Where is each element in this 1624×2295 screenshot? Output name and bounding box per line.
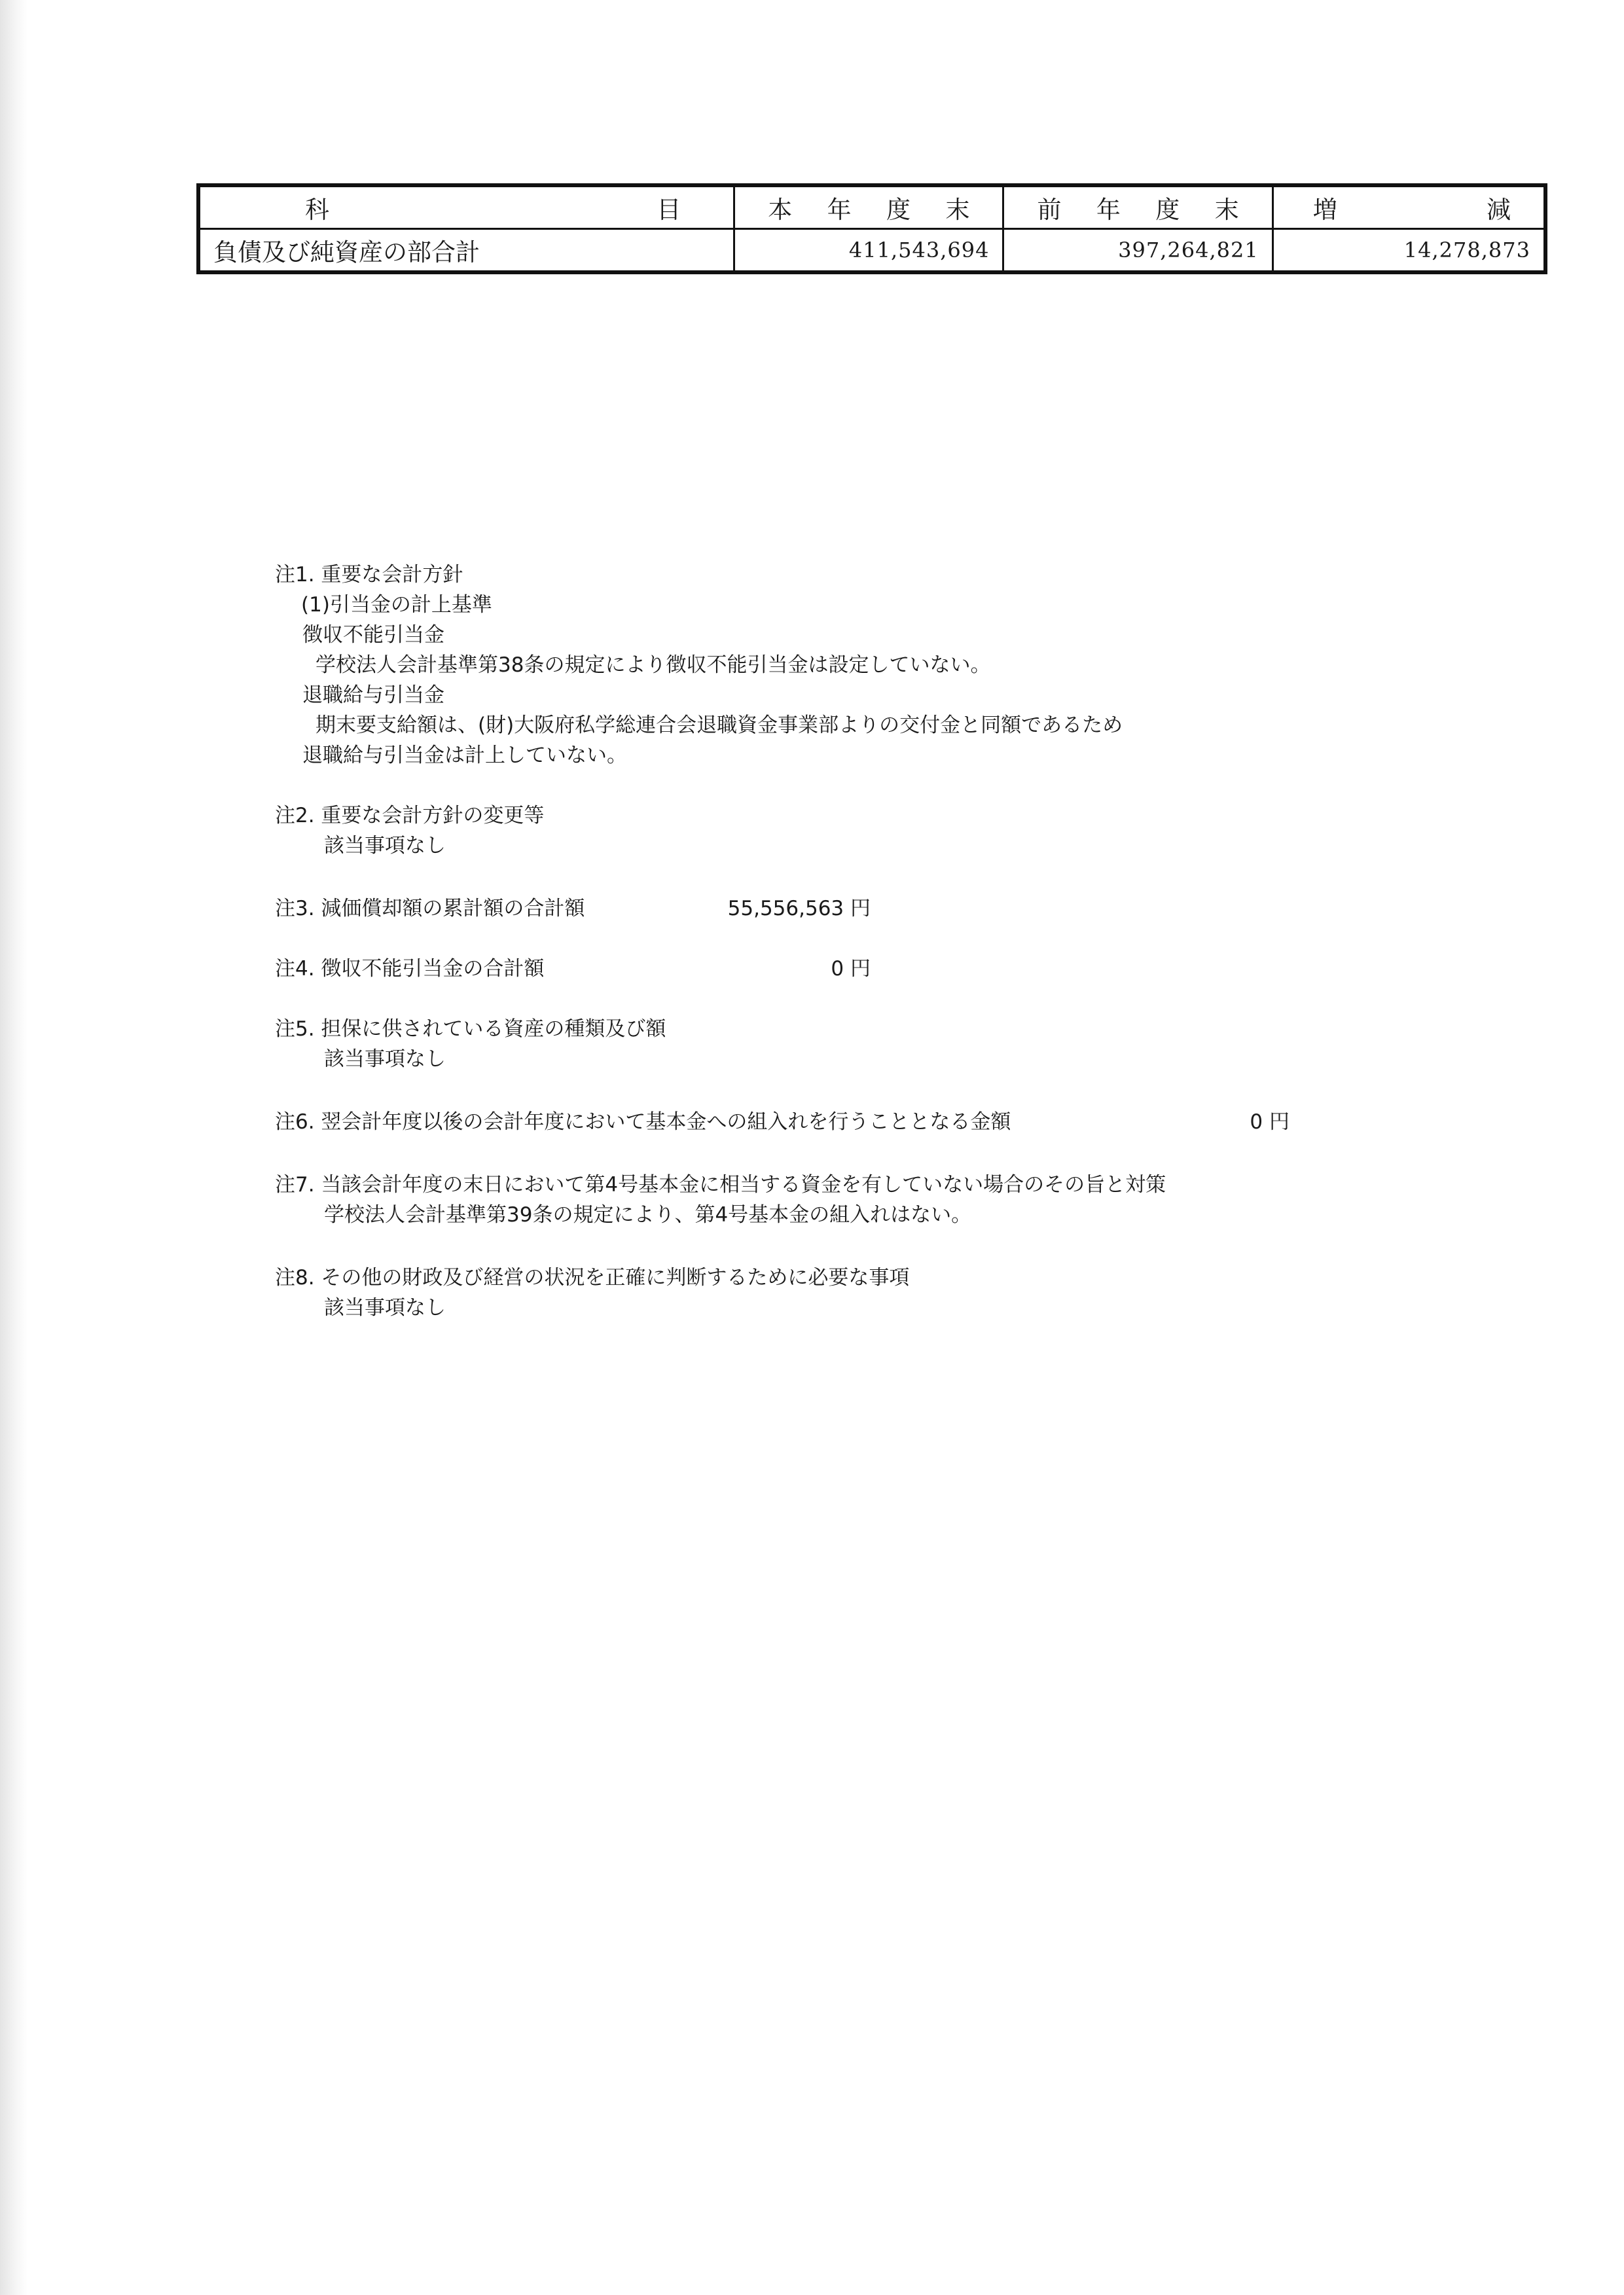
note-3-amount: 55,556,563 円 xyxy=(727,897,871,920)
note-3 xyxy=(275,894,1519,924)
note-2 xyxy=(275,801,1519,861)
note-4-title: 注4. 徴収不能引当金の合計額 xyxy=(275,957,545,981)
header-change: 増 減 xyxy=(1272,185,1545,229)
table-header-row xyxy=(198,185,1545,229)
note-2-text: 該当事項なし xyxy=(324,834,446,858)
note-5-title: 注5. 担保に供されている資産の種類及び額 xyxy=(275,1017,666,1041)
note-1 xyxy=(275,560,1519,770)
note-1-item-2-text-2: 退職給与引当金は計上していない。 xyxy=(302,744,627,767)
note-5 xyxy=(275,1014,1519,1074)
note-1-item-2: 退職給与引当金 xyxy=(302,683,444,707)
note-1-title: 注1. 重要な会計方針 xyxy=(275,563,463,587)
note-6 xyxy=(275,1107,1519,1137)
header-current-year-end: 本 年 度 末 xyxy=(734,185,1003,229)
note-8 xyxy=(275,1263,1519,1323)
note-8-text: 該当事項なし xyxy=(324,1296,446,1320)
note-8-title: 注8. その他の財政及び経営の状況を正確に判断するために必要な事項 xyxy=(275,1266,910,1290)
scan-edge-shadow xyxy=(0,0,27,2295)
note-6-amount: 0 円 xyxy=(1250,1110,1290,1134)
note-1-item-2-text-1: 期末要支給額は、(財)大阪府私学総連合会退職資金事業部よりの交付金と同額であるため xyxy=(316,714,1123,737)
note-3-title: 注3. 減価償却額の累計額の合計額 xyxy=(275,897,585,920)
row-change-value: 14,278,873 xyxy=(1272,229,1545,273)
note-2-title: 注2. 重要な会計方針の変更等 xyxy=(275,804,545,827)
note-1-item-1-text: 学校法人会計基準第38条の規定により徴収不能引当金は設定していない。 xyxy=(316,653,991,677)
note-1-item-1: 徴収不能引当金 xyxy=(302,623,444,647)
balance-summary-table xyxy=(196,183,1547,274)
note-4-amount: 0 円 xyxy=(831,957,871,981)
note-7 xyxy=(275,1170,1519,1230)
note-6-title: 注6. 翌会計年度以後の会計年度において基本金への組入れを行うこととなる金額 xyxy=(275,1110,1011,1134)
header-subject: 科 目 xyxy=(198,185,734,229)
note-1-subheading: (1)引当金の計上基準 xyxy=(301,593,492,617)
row-label: 負債及び純資産の部合計 xyxy=(198,229,734,273)
note-7-title: 注7. 当該会計年度の末日において第4号基本金に相当する資金を有していない場合のその旨と対策 xyxy=(275,1173,1166,1197)
row-current-value: 411,543,694 xyxy=(734,229,1003,273)
header-previous-year-end: 前 年 度 末 xyxy=(1003,185,1272,229)
table-row xyxy=(198,229,1545,273)
note-4 xyxy=(275,954,1519,984)
notes-section xyxy=(275,560,1519,1323)
row-previous-value: 397,264,821 xyxy=(1003,229,1272,273)
note-5-text: 該当事項なし xyxy=(324,1047,446,1071)
note-7-text: 学校法人会計基準第39条の規定により、第4号基本金の組入れはない。 xyxy=(324,1203,972,1227)
